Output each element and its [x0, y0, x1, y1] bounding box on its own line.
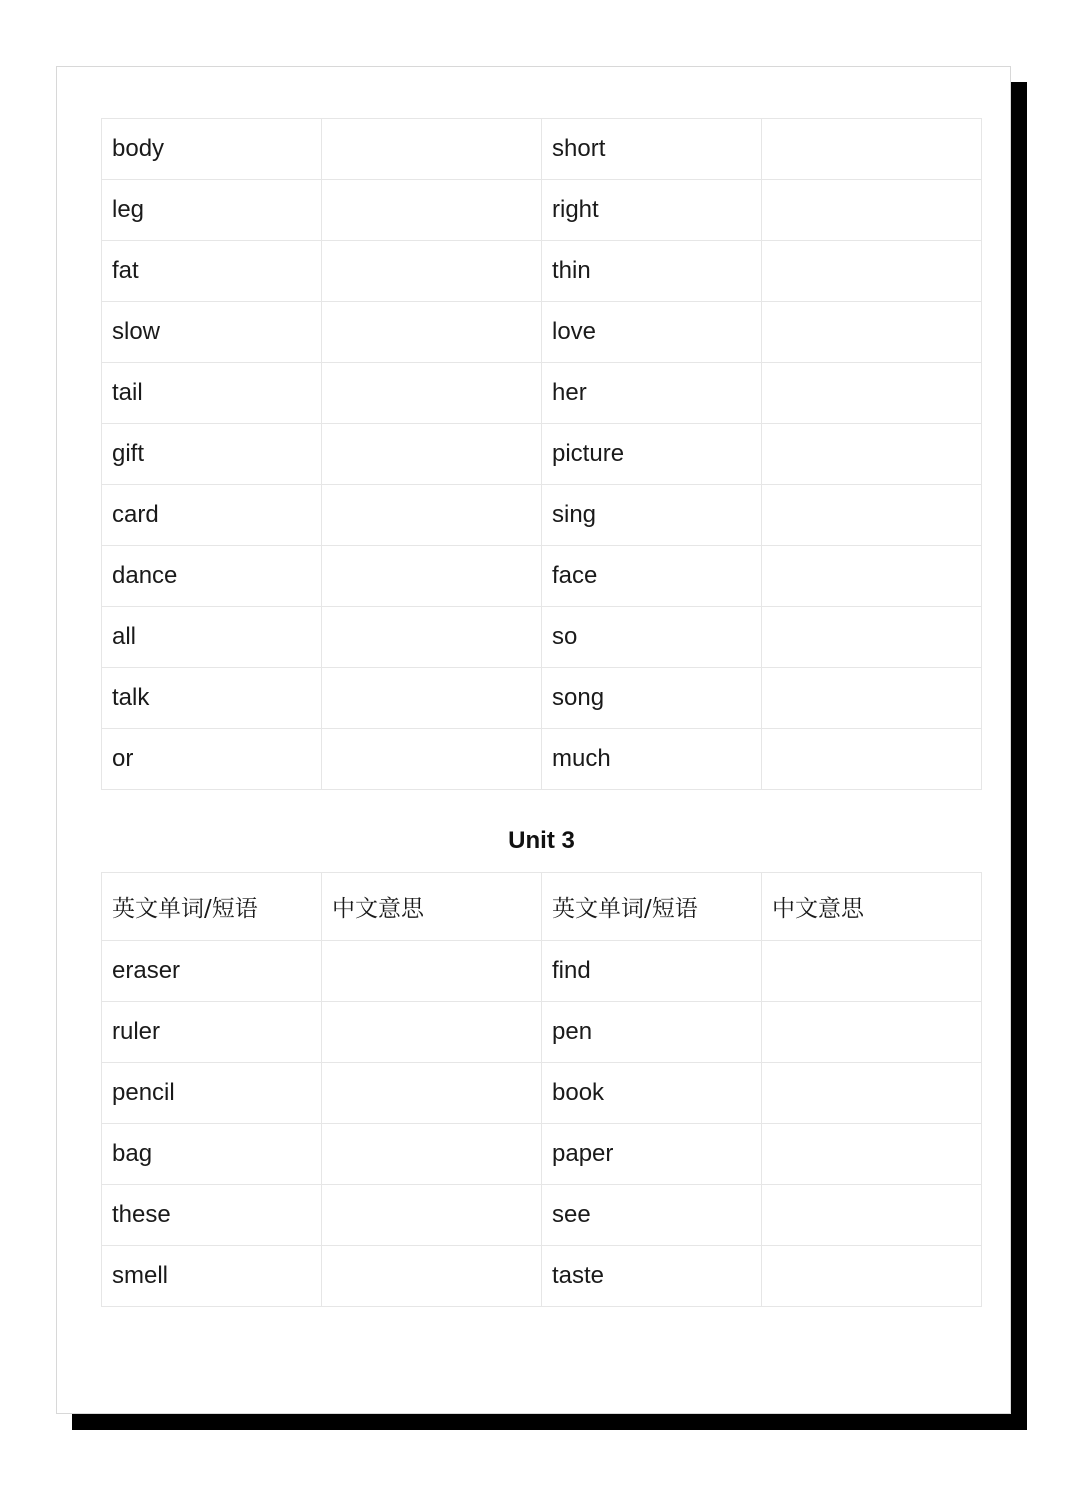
vocab-table-continued: [101, 118, 982, 790]
english-word-cell: ruler: [102, 1002, 322, 1063]
english-word-cell: sing: [542, 485, 762, 546]
column-header-chinese: 中文意思: [322, 873, 542, 941]
column-header-english: 英文单词/短语: [102, 873, 322, 941]
chinese-meaning-cell: [322, 1246, 542, 1307]
table-row: [102, 485, 982, 546]
chinese-meaning-cell: [322, 668, 542, 729]
chinese-meaning-cell: [762, 119, 982, 180]
english-word-cell: gift: [102, 424, 322, 485]
english-word-cell: her: [542, 363, 762, 424]
table-row: [102, 241, 982, 302]
chinese-meaning-cell: [322, 1185, 542, 1246]
english-word-cell: leg: [102, 180, 322, 241]
document-page: [56, 66, 1011, 1414]
english-word-cell: picture: [542, 424, 762, 485]
chinese-meaning-cell: [762, 363, 982, 424]
english-word-cell: body: [102, 119, 322, 180]
english-word-cell: pencil: [102, 1063, 322, 1124]
table-row: [102, 363, 982, 424]
chinese-meaning-cell: [762, 729, 982, 790]
table-row: [102, 1246, 982, 1307]
chinese-meaning-cell: [322, 485, 542, 546]
english-word-cell: dance: [102, 546, 322, 607]
table-row: [102, 668, 982, 729]
column-header-chinese: 中文意思: [762, 873, 982, 941]
english-word-cell: taste: [542, 1246, 762, 1307]
english-word-cell: right: [542, 180, 762, 241]
chinese-meaning-cell: [322, 729, 542, 790]
english-word-cell: thin: [542, 241, 762, 302]
chinese-meaning-cell: [762, 941, 982, 1002]
table-row: [102, 1185, 982, 1246]
english-word-cell: love: [542, 302, 762, 363]
table-row: [102, 729, 982, 790]
chinese-meaning-cell: [762, 241, 982, 302]
chinese-meaning-cell: [322, 363, 542, 424]
chinese-meaning-cell: [762, 180, 982, 241]
english-word-cell: fat: [102, 241, 322, 302]
chinese-meaning-cell: [762, 1002, 982, 1063]
english-word-cell: or: [102, 729, 322, 790]
chinese-meaning-cell: [322, 424, 542, 485]
chinese-meaning-cell: [322, 546, 542, 607]
english-word-cell: card: [102, 485, 322, 546]
chinese-meaning-cell: [322, 1124, 542, 1185]
table-row: [102, 1063, 982, 1124]
vocab-table-unit-3: [101, 872, 982, 1307]
chinese-meaning-cell: [322, 941, 542, 1002]
english-word-cell: much: [542, 729, 762, 790]
chinese-meaning-cell: [762, 485, 982, 546]
chinese-meaning-cell: [762, 1185, 982, 1246]
english-word-cell: so: [542, 607, 762, 668]
chinese-meaning-cell: [322, 180, 542, 241]
table-row: [102, 546, 982, 607]
english-word-cell: smell: [102, 1246, 322, 1307]
chinese-meaning-cell: [762, 546, 982, 607]
table-row: [102, 180, 982, 241]
unit-title: Unit 3: [508, 827, 575, 854]
english-word-cell: these: [102, 1185, 322, 1246]
english-word-cell: short: [542, 119, 762, 180]
english-word-cell: bag: [102, 1124, 322, 1185]
chinese-meaning-cell: [322, 119, 542, 180]
english-word-cell: all: [102, 607, 322, 668]
chinese-meaning-cell: [762, 1246, 982, 1307]
chinese-meaning-cell: [762, 302, 982, 363]
table-row: [102, 607, 982, 668]
english-word-cell: face: [542, 546, 762, 607]
column-header-english: 英文单词/短语: [542, 873, 762, 941]
table-header-row: [102, 873, 982, 941]
chinese-meaning-cell: [322, 1063, 542, 1124]
chinese-meaning-cell: [322, 1002, 542, 1063]
english-word-cell: find: [542, 941, 762, 1002]
english-word-cell: tail: [102, 363, 322, 424]
chinese-meaning-cell: [762, 1063, 982, 1124]
chinese-meaning-cell: [762, 607, 982, 668]
table-row: [102, 941, 982, 1002]
english-word-cell: see: [542, 1185, 762, 1246]
english-word-cell: song: [542, 668, 762, 729]
table-row: [102, 1002, 982, 1063]
chinese-meaning-cell: [762, 668, 982, 729]
english-word-cell: eraser: [102, 941, 322, 1002]
table-row: [102, 119, 982, 180]
chinese-meaning-cell: [322, 241, 542, 302]
english-word-cell: talk: [102, 668, 322, 729]
chinese-meaning-cell: [762, 1124, 982, 1185]
english-word-cell: book: [542, 1063, 762, 1124]
english-word-cell: pen: [542, 1002, 762, 1063]
table-row: [102, 302, 982, 363]
table-row: [102, 424, 982, 485]
table-row: [102, 1124, 982, 1185]
english-word-cell: paper: [542, 1124, 762, 1185]
chinese-meaning-cell: [322, 607, 542, 668]
chinese-meaning-cell: [322, 302, 542, 363]
chinese-meaning-cell: [762, 424, 982, 485]
english-word-cell: slow: [102, 302, 322, 363]
